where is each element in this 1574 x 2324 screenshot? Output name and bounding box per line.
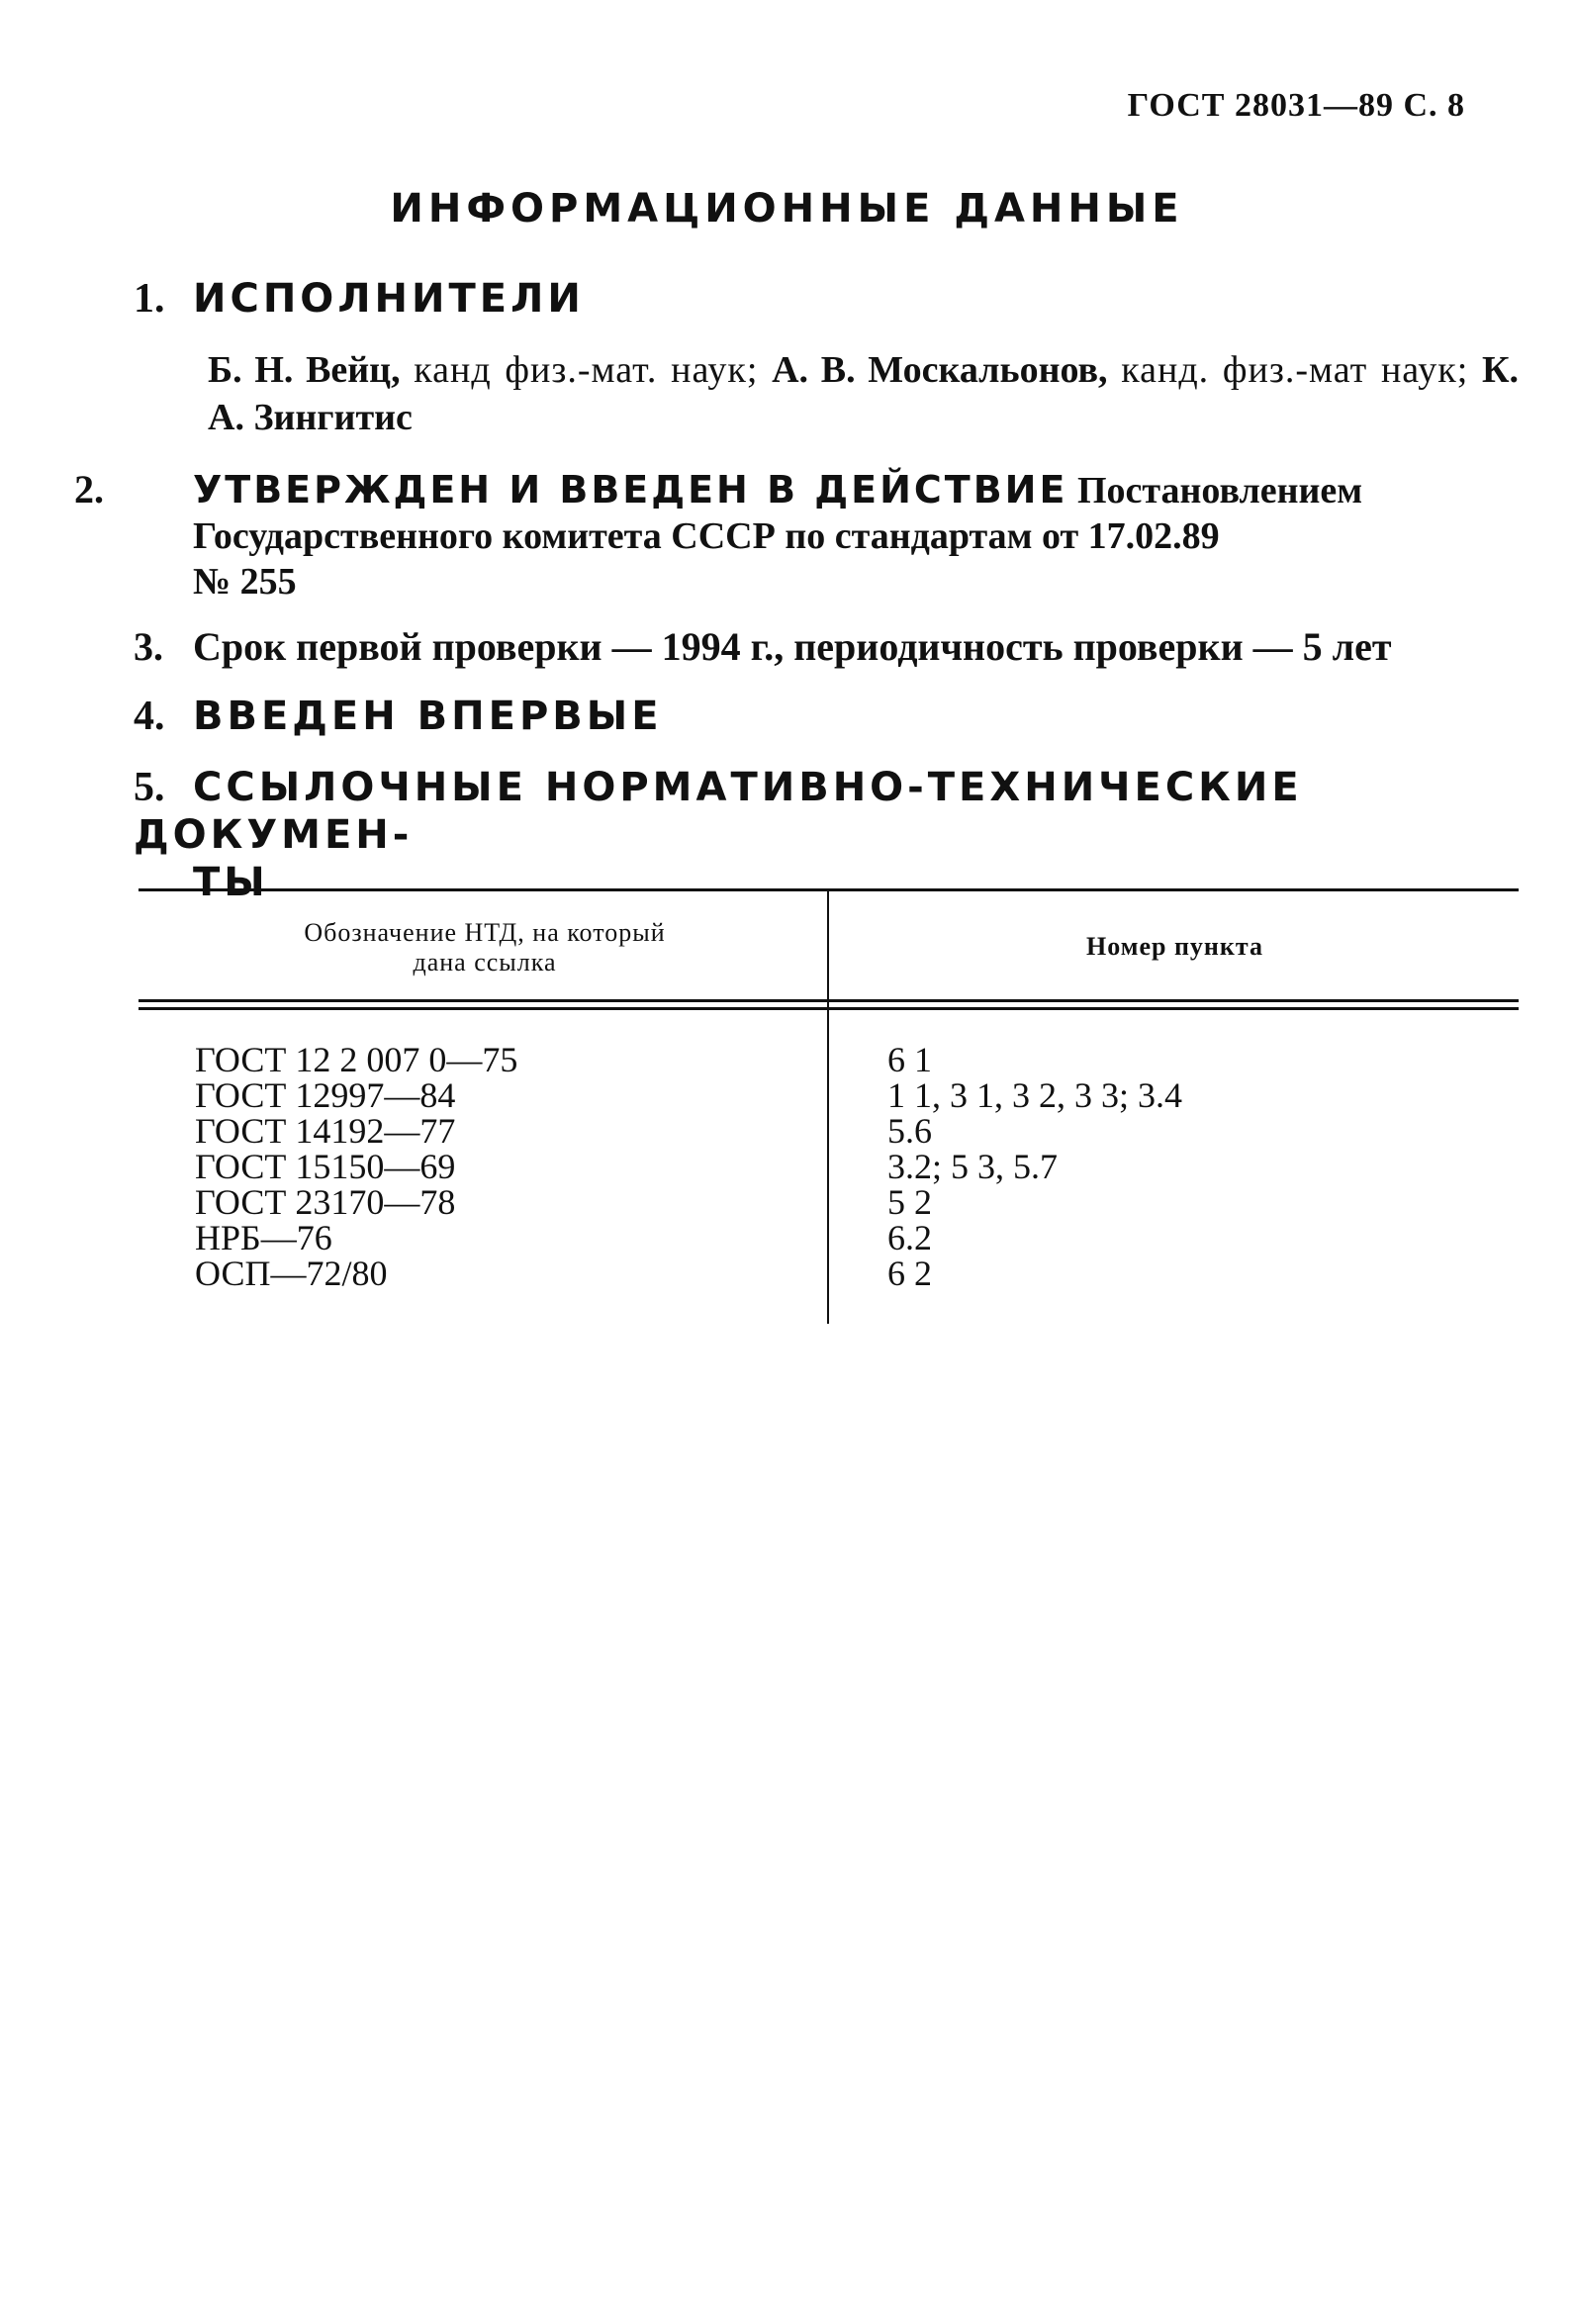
author-name: А. В. Москальонов, bbox=[772, 349, 1108, 391]
table-header-text: Обозначение НТД, на который bbox=[304, 918, 666, 947]
table-cell-doc: НРБ—76 bbox=[195, 1218, 332, 1257]
section-5-heading bbox=[134, 764, 1519, 906]
section-4-heading bbox=[134, 693, 1519, 740]
page-title: ИНФОРМАЦИОННЫЕ ДАННЫЕ bbox=[390, 186, 1184, 232]
table-header-items: Номер пункта bbox=[1086, 932, 1263, 961]
table-cell-doc: ГОСТ 15150—69 bbox=[195, 1147, 456, 1186]
section-number: 4. bbox=[134, 694, 165, 739]
section-number: 1. bbox=[134, 276, 165, 322]
section-3 bbox=[134, 623, 1519, 670]
table-header-doc bbox=[198, 918, 772, 977]
section-heading-text: УТВЕРЖДЕН И ВВЕДЕН В ДЕЙСТВИЕ bbox=[193, 468, 1068, 511]
running-head: ГОСТ 28031—89 С. 8 bbox=[1127, 87, 1465, 124]
authors-paragraph bbox=[208, 346, 1519, 441]
table-cell-items: 6 2 bbox=[887, 1254, 932, 1293]
table-cell-doc: ГОСТ 14192—77 bbox=[195, 1111, 456, 1151]
reference-table bbox=[139, 888, 1519, 1324]
section-text: Срок первой проверки — 1994 г., периодичность проверки — 5 лет bbox=[193, 624, 1392, 669]
section-text: Государственного комитета СССР по стандартам от 17.02.89 bbox=[193, 515, 1220, 557]
section-heading-text: ТЫ bbox=[193, 860, 269, 905]
section-heading-text: ССЫЛОЧНЫЕ НОРМАТИВНО-ТЕХНИЧЕСКИЕ ДОКУМЕН- bbox=[134, 765, 1303, 858]
section-1-heading bbox=[134, 275, 1519, 323]
section-number: 3. bbox=[134, 624, 163, 669]
section-2 bbox=[74, 467, 1519, 604]
table-header-text: дана ссылка bbox=[413, 948, 557, 976]
table-cell-items: 3.2; 5 3, 5.7 bbox=[887, 1147, 1059, 1186]
table-cell-items: 1 1, 3 1, 3 2, 3 3; 3.4 bbox=[887, 1075, 1183, 1115]
table-cell-doc: ОСП—72/80 bbox=[195, 1254, 388, 1293]
author-name: К. А. Зингитис bbox=[208, 349, 1520, 438]
section-number: 5. bbox=[134, 765, 165, 810]
table-column-docs bbox=[195, 1042, 517, 1291]
table-cell-items: 6.2 bbox=[887, 1218, 932, 1257]
table-column-items bbox=[887, 1042, 1182, 1291]
section-number: 2. bbox=[74, 467, 104, 511]
table-cell-doc: ГОСТ 12997—84 bbox=[195, 1075, 456, 1115]
table-column-divider bbox=[827, 888, 829, 1324]
section-text: № 255 bbox=[193, 561, 297, 603]
author-degree: канд физ.-мат. наук; bbox=[400, 349, 773, 391]
author-degree: канд. физ.-мат наук; bbox=[1107, 349, 1482, 391]
table-cell-items: 5 2 bbox=[887, 1182, 932, 1222]
table-cell-doc: ГОСТ 23170—78 bbox=[195, 1182, 456, 1222]
table-cell-items: 6 1 bbox=[887, 1040, 932, 1079]
table-cell-doc: ГОСТ 12 2 007 0—75 bbox=[195, 1040, 518, 1079]
section-heading-text: ИСПОЛНИТЕЛИ bbox=[193, 276, 585, 322]
section-text: Постановлением bbox=[1067, 470, 1363, 511]
section-heading-text: ВВЕДЕН ВПЕРВЫЕ bbox=[193, 694, 663, 739]
author-name: Б. Н. Вейц, bbox=[208, 349, 401, 391]
table-cell-items: 5.6 bbox=[887, 1111, 932, 1151]
